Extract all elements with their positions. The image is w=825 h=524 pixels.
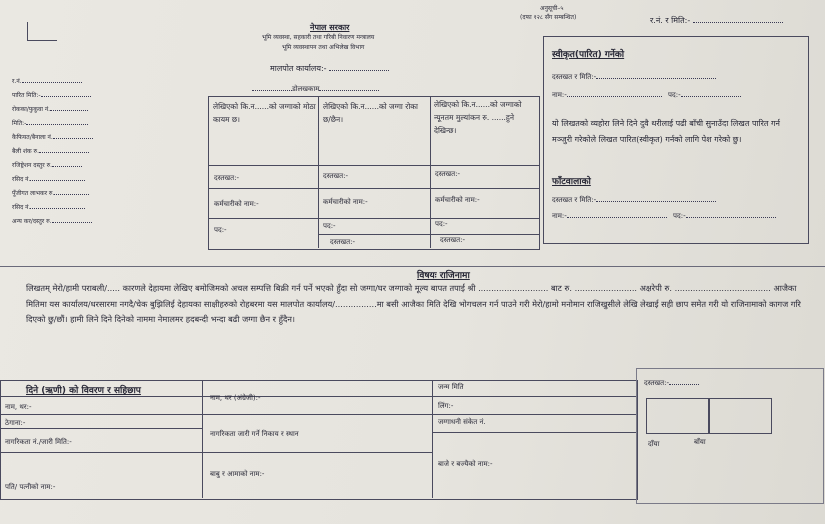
giver-address-label: ठेगाना:- — [5, 419, 26, 427]
government-title: नेपाल सरकार — [310, 23, 350, 32]
giver-issue-office-label: नागरिकता जारी गर्ने निकाय र स्थान — [210, 430, 299, 438]
left-field: रजिष्ट्रेशन दस्तुर रु. — [12, 158, 82, 169]
left-field: कैफियत/बैनाला नं. — [12, 130, 93, 141]
reg-number-date — [650, 14, 783, 26]
reg-number-date-label: र.नं. र मिति:- — [650, 16, 691, 25]
col2-post: पद:- — [323, 222, 336, 230]
left-field: पूँजीगत लाभकर रु. — [12, 186, 89, 197]
col2-sign: दस्तखत:- — [323, 172, 349, 180]
desk-officer-title: फाँटवालाको — [552, 177, 591, 187]
giver-details-table — [0, 380, 638, 500]
office-label: मालपोत कार्यालय:- — [270, 64, 327, 73]
col2-staff-name: कर्मचारीको नाम:- — [323, 198, 368, 206]
giver-land-code-label: जग्गाधनी संकेत नं. — [438, 418, 486, 426]
office-field[interactable] — [329, 62, 389, 71]
verification-col1-text: लेखिएको कि.न......को जग्गाको मोठा कायम छ। — [213, 102, 316, 124]
desk-name-post: नाम:- पद:- — [552, 209, 776, 221]
deed-body: लिखतम् मेरो/हामी पराबली/..... कारणले देहायमा लेखिए बमोजिमको अचल सम्पत्ति बिक्री गर्न पर्ने भएको हुँदा सो जग्गा/घर जग्गाको मूल्य बापत तपाई श्री ........................... बाट रु. ........................ अक्षरेपी रु. ..................................... आजैका मितिमा यस कार्यालय/धरसारमा नगदै/चेक बुझिलिई देहायका साक्षीहरुको रोहबरमा यस मालपोत कार्यालय/................मा बसी आजैका मिति देखि भोगचलन गर्न पाउने गरी मेरो/हामो मनोमान राजिखुसीले लेखि लेखाई सही छाप समेत गरी यो राजिनामाको कागज गरि दिएको छु/छौं। हामी लिने दिने दिनेको नाममा नेमालमर हदबन्दी भन्दा बढी जग्गा छैन र हुँदैन। — [26, 283, 801, 324]
ministry-name: भूमि व्यवस्था, सहकारी तथा गरिबी निवारण मन्त्रालय — [262, 34, 375, 41]
giver-dob-label: जन्म मिति — [438, 383, 464, 391]
right-thumb-label: दाँया — [648, 440, 660, 448]
col3-staff-name: कर्मचारीको नाम:- — [435, 196, 480, 204]
schedule-rule: (दफा १२८ सँग सम्बन्धित) — [520, 14, 577, 21]
reg-number-date-field[interactable] — [693, 14, 783, 23]
left-field: रोकका/फुकुवा नं. — [12, 102, 88, 113]
giver-name-english-label: नाम, थर (अंग्रेजी):- — [210, 394, 261, 402]
col1-staff-name: कर्मचारीको नाम:- — [214, 200, 259, 208]
giver-grandparents-label: बाजे र बज्यैको नाम:- — [438, 460, 493, 468]
approval-title: स्वीकृत(पारित) गर्नेको — [552, 50, 625, 60]
col2-sign2: दस्तखत:- — [330, 238, 356, 246]
col3-post: पद:- — [435, 220, 448, 228]
desk-sign-date: दस्तखत र मिति:- — [552, 193, 716, 205]
left-field: मिति:- — [12, 116, 88, 127]
col1-sign: दस्तखत:- — [214, 174, 240, 182]
office-place — [252, 82, 412, 94]
office-place-label: डोलखकाम — [292, 85, 320, 93]
signature-section-frame — [636, 368, 824, 504]
giver-citizenship-label: नागरिकता नं./जारी मिति:- — [5, 438, 72, 446]
left-field: रसिद नं. — [12, 172, 85, 183]
margin-mark — [27, 22, 28, 40]
giver-parents-label: बाबु र आमाको नाम:- — [210, 470, 265, 478]
col3-sign: दस्तखत:- — [435, 170, 461, 178]
left-thumb-label: बाँया — [694, 438, 706, 446]
left-field: र.नं. — [12, 74, 82, 85]
col3-sign2: दस्तखत:- — [440, 236, 466, 244]
section-divider — [0, 266, 825, 267]
office-line — [270, 62, 389, 74]
giver-name-label: नाम, थर:- — [5, 403, 32, 411]
col1-post: पद:- — [214, 226, 227, 234]
left-field: बैली शंक रु. — [12, 144, 89, 155]
schedule-number: अनुसूची–५ — [540, 5, 564, 12]
subject-title: विषयः राजिनामा — [417, 271, 470, 281]
margin-mark — [27, 40, 57, 41]
verification-col3-text: लेखिएको कि.न......को जग्गाको न्यूनतम मुल्यांकन रु. ......हुने देखिन्छ। — [434, 100, 522, 135]
giver-sign: दस्तखत:- — [644, 376, 699, 388]
approval-sign-date: दस्तखत र मिति:- — [552, 70, 716, 82]
giver-gender-label: लिंग:- — [438, 402, 454, 410]
left-field: रसिद नं. — [12, 200, 85, 211]
giver-title: दिने (ऋणी) को विवरण र सहिछाप — [26, 386, 141, 396]
department-name: भूमि व्यवस्थापन तथा अभिलेख विभाग — [282, 44, 365, 51]
approval-statement: यो लिखतको व्यहोरा लिने दिने दुवै थरीलाई पढी बाँची सुनाउँदा लिखत पारित गर्न मञ्जुरी गरेकोले लिखत पारित(स्वीकृत) गर्नको लागि पेश गरेको छु। — [552, 119, 780, 144]
giver-spouse-label: पति/ पत्नीको नाम:- — [5, 483, 56, 491]
left-field: पारित मिति:- — [12, 88, 91, 99]
left-field: अन्य कर/दस्तुर रु. — [12, 214, 92, 225]
verification-col2-text: लेखिएको कि.न......को जग्गा रोका छ/छैन। — [323, 102, 418, 124]
approval-name-post: नाम:- पद:- — [552, 88, 741, 100]
